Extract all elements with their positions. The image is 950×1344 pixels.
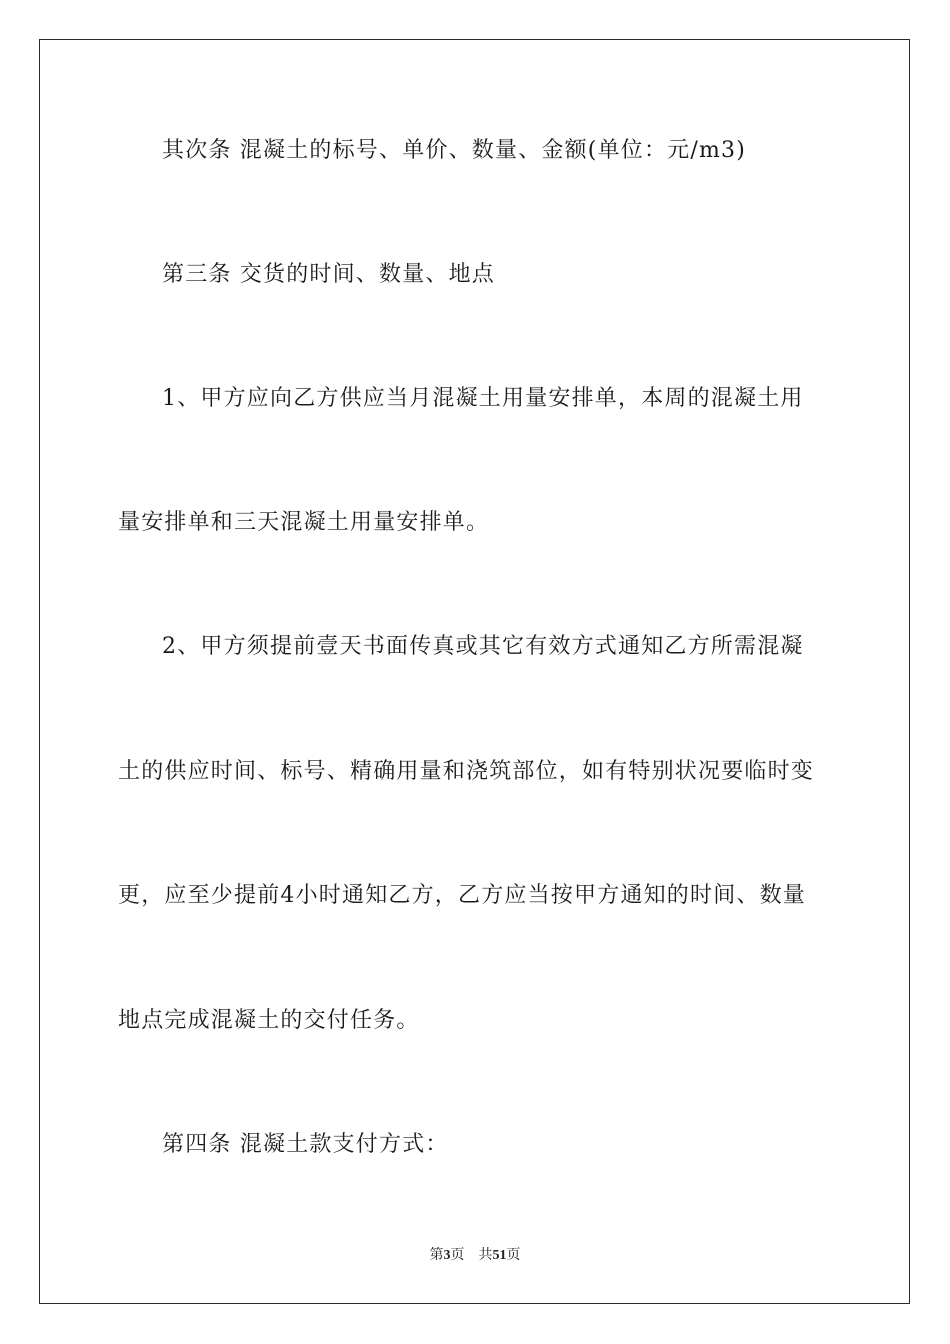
page-border — [39, 39, 910, 1304]
clause-4-heading: 第四条 混凝土款支付方式： — [162, 1132, 449, 1157]
paragraph-line: 土的供应时间、标号、精确用量和浇筑部位，如有特别状况要临时变 — [118, 759, 815, 784]
total-pages: 51 — [492, 1248, 507, 1263]
paragraph-line: 2、甲方须提前壹天书面传真或其它有效方式通知乙方所需混凝 — [162, 634, 804, 659]
paragraph-line: 地点完成混凝土的交付任务。 — [118, 1008, 420, 1033]
total-suffix: 页 — [506, 1248, 521, 1263]
page-number: 3 — [443, 1248, 451, 1263]
paragraph-line: 量安排单和三天混凝土用量安排单。 — [118, 510, 490, 535]
total-prefix: 共 — [478, 1248, 493, 1263]
clause-3-heading: 第三条 交货的时间、数量、地点 — [162, 262, 495, 287]
page-suffix: 页 — [450, 1248, 465, 1263]
clause-2-heading: 其次条 混凝土的标号、单价、数量、金额(单位：元/m3) — [162, 138, 747, 163]
page-footer — [0, 1247, 950, 1265]
paragraph-line: 1、甲方应向乙方供应当月混凝土用量安排单，本周的混凝土用 — [162, 386, 804, 411]
paragraph-line: 更，应至少提前4小时通知乙方，乙方应当按甲方通知的时间、数量 — [118, 883, 806, 908]
page-prefix: 第 — [429, 1248, 444, 1263]
